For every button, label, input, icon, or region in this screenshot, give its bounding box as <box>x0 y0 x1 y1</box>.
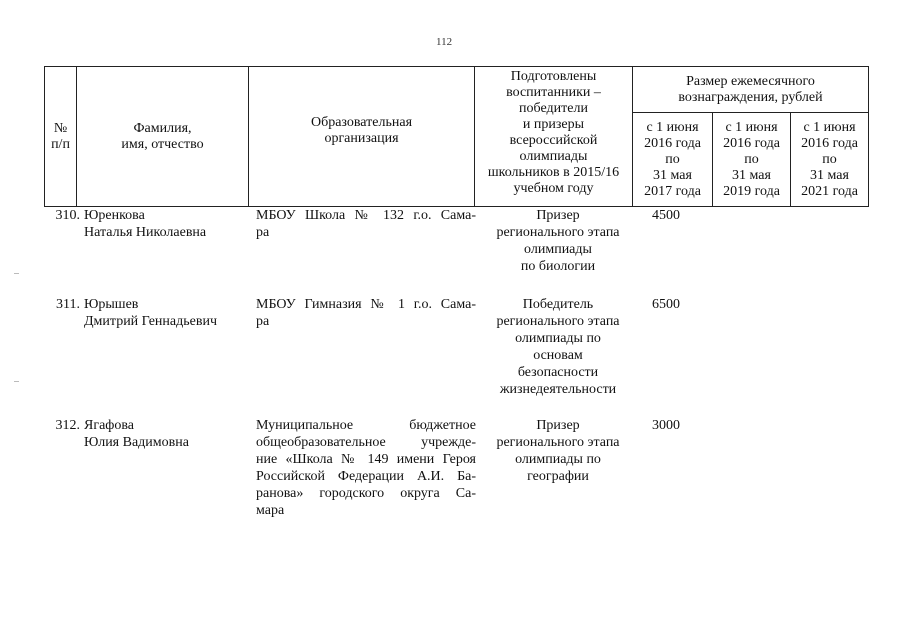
header-line: 2016 года <box>644 135 701 151</box>
org-line: ра <box>256 225 270 240</box>
margin-mark <box>14 273 19 274</box>
header-line: всероссийской <box>509 133 598 148</box>
person-name <box>84 417 254 451</box>
org-line: ние «Школа № 149 имени Героя <box>256 452 476 467</box>
person-name <box>84 207 254 241</box>
header-line: олимпиады <box>519 149 588 164</box>
header-line: с 1 июня <box>725 119 778 135</box>
header-line: и призеры <box>522 117 585 132</box>
header-line: Фамилия, <box>133 120 192 136</box>
header-name <box>77 67 249 207</box>
row-number: 311. <box>56 297 80 312</box>
header-line: по <box>665 151 680 167</box>
header-line: 2017 года <box>644 183 701 199</box>
table-row <box>44 207 868 296</box>
header-line: 31 мая <box>653 167 692 183</box>
table-row <box>44 417 868 537</box>
prize-line: Призер <box>536 208 580 223</box>
prize-status <box>480 296 636 398</box>
header-line: организация <box>324 131 399 146</box>
prize-line: Победитель <box>522 297 594 312</box>
name-line: Юрышев <box>84 297 139 312</box>
prize-line: Призер <box>536 418 580 433</box>
prize-line: основам <box>533 348 583 363</box>
name-line: Юлия Вадимовна <box>84 435 189 450</box>
name-line: Наталья Николаевна <box>84 225 207 240</box>
prize-line: географии <box>527 469 589 484</box>
header-line: п/п <box>51 136 70 152</box>
header-period <box>791 113 869 207</box>
prize-line: безопасности <box>517 365 599 380</box>
organization <box>256 296 476 330</box>
header-line: Подготовлены <box>510 69 597 84</box>
header-line: учебном году <box>513 181 594 196</box>
org-line: МБОУ Гимназия № 1 г.о. Сама- <box>256 297 476 312</box>
org-line: ра <box>256 314 270 329</box>
table-row <box>44 296 868 417</box>
prize-line: регионального этапа <box>496 314 620 329</box>
header-line: воспитанники – <box>506 85 601 100</box>
header-line: 2016 года <box>801 135 858 151</box>
org-line: МБОУ Школа № 132 г.о. Сама- <box>256 208 476 223</box>
prize-line: жизнедеятельности <box>499 382 617 397</box>
header-line: школьников в 2015/16 <box>487 165 620 180</box>
header-line: 2016 года <box>723 135 780 151</box>
org-line: Муниципальное бюджетное <box>256 418 476 433</box>
margin-mark <box>14 381 19 382</box>
header-line: 2019 года <box>723 183 780 199</box>
header-period <box>713 113 791 207</box>
header-line: с 1 июня <box>803 119 856 135</box>
header-line: Размер ежемесячного <box>686 73 815 89</box>
org-line: ранова» городского округа Са- <box>256 486 476 501</box>
prize-status <box>480 207 636 275</box>
prize-line: по биологии <box>520 259 596 274</box>
prize-line: регионального этапа <box>496 225 620 240</box>
header-line: вознаграждения, рублей <box>678 89 823 105</box>
prize-line: олимпиады <box>524 242 592 257</box>
organization <box>256 207 476 241</box>
award-amount: 4500 <box>652 208 680 223</box>
row-number: 310. <box>55 208 80 223</box>
prize-line: олимпиады по <box>515 452 601 467</box>
organization <box>256 417 476 519</box>
award-amount: 6500 <box>652 297 680 312</box>
prize-line: олимпиады по <box>515 331 601 346</box>
header-prepared <box>475 67 633 207</box>
org-line: общеобразовательное учрежде- <box>256 435 476 450</box>
person-name <box>84 296 254 330</box>
header-line: 2021 года <box>801 183 858 199</box>
header-line: победители <box>519 101 588 116</box>
name-line: Ягафова <box>84 418 135 433</box>
name-line: Дмитрий Геннадьевич <box>84 314 217 329</box>
header-award <box>633 67 869 113</box>
header-line: по <box>744 151 759 167</box>
header-period <box>633 113 713 207</box>
name-line: Юренкова <box>84 208 145 223</box>
header-organization <box>249 67 475 207</box>
page-number: 112 <box>436 36 453 48</box>
header-line: 31 мая <box>810 167 849 183</box>
header-line: Образовательная <box>310 115 413 130</box>
table-header <box>44 66 869 207</box>
header-line: с 1 июня <box>646 119 699 135</box>
org-line: Российской Федерации А.И. Ба- <box>256 469 476 484</box>
prize-line: регионального этапа <box>496 435 620 450</box>
header-line: имя, отчество <box>121 136 204 152</box>
row-number: 312. <box>55 418 80 433</box>
header-line: № <box>53 120 68 136</box>
header-line: 31 мая <box>732 167 771 183</box>
header-number <box>45 67 77 207</box>
org-line: мара <box>256 503 285 518</box>
award-amount: 3000 <box>652 418 680 433</box>
prize-status <box>480 417 636 485</box>
header-line: по <box>822 151 837 167</box>
table-body <box>44 207 868 537</box>
